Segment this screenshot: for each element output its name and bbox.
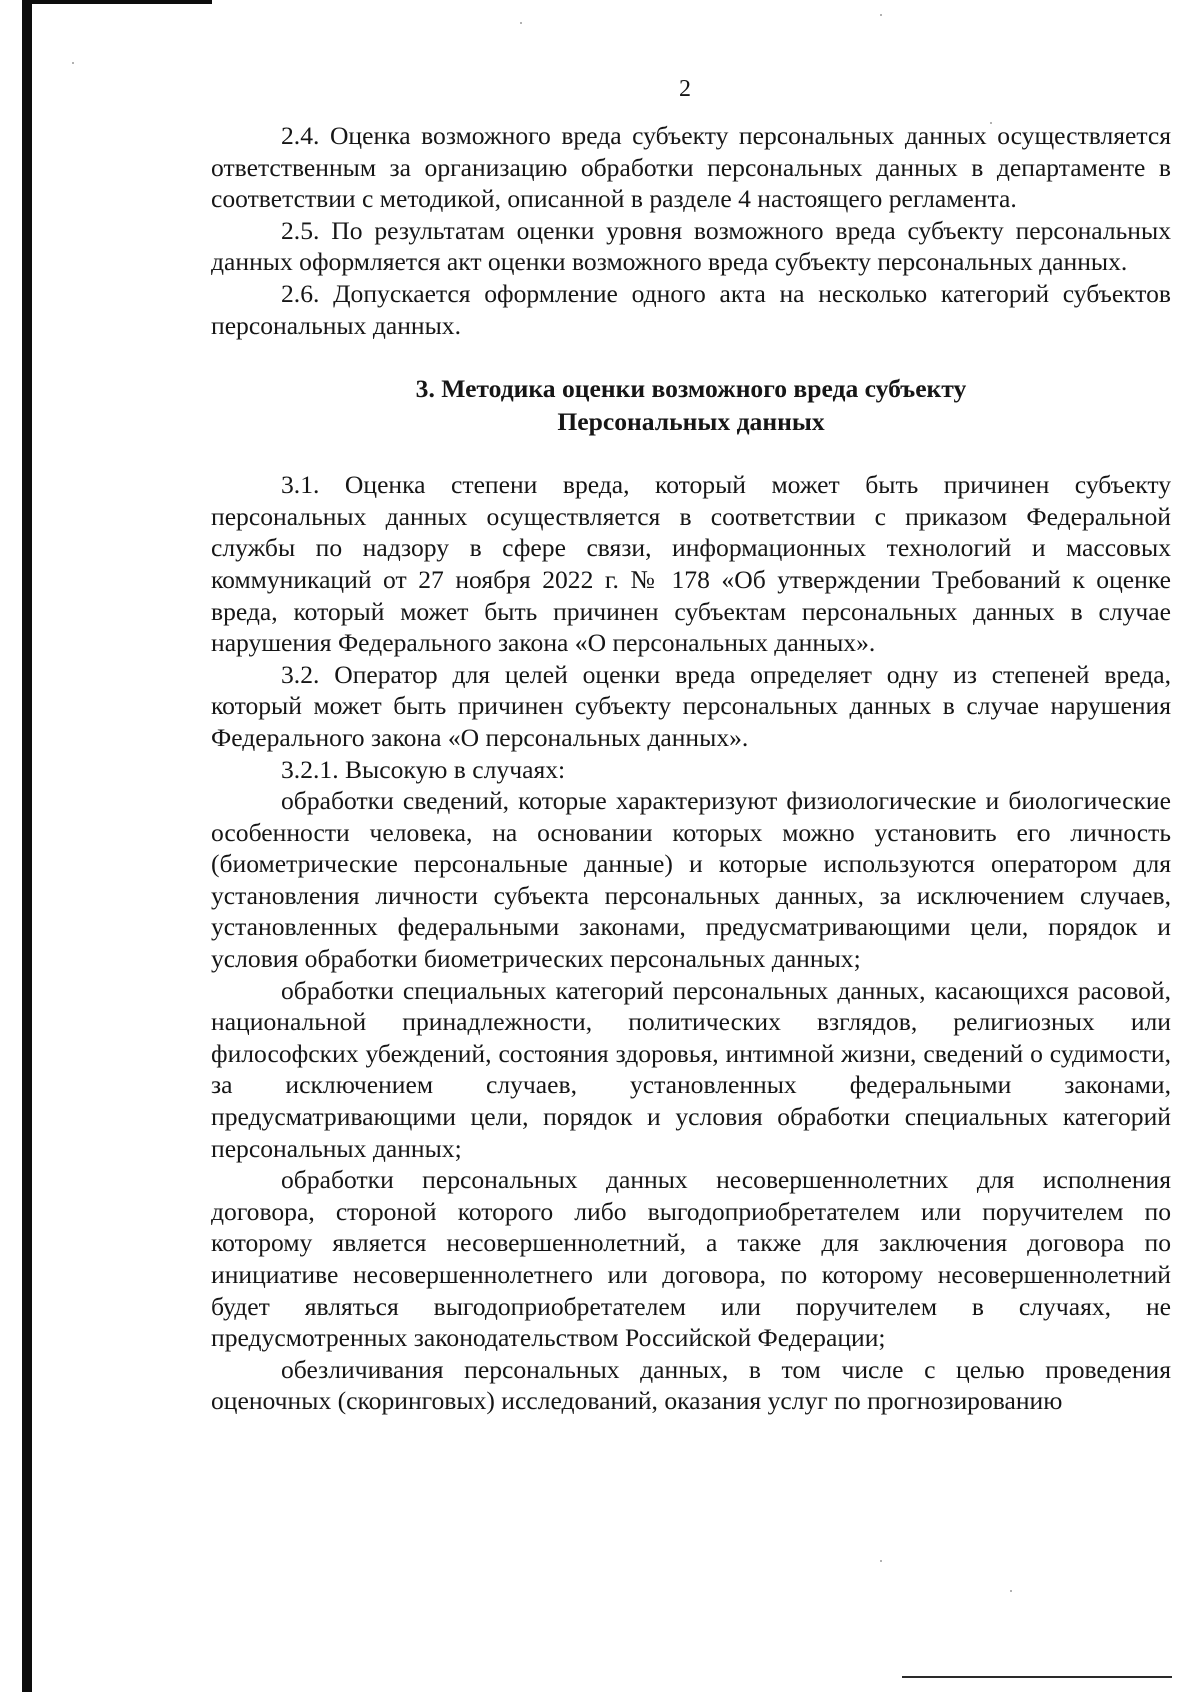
list-item-biometric: обработки сведений, которые характеризуют физиологические и биологические особенности человека, на основании которых можно установить его личность (биометрические персональные данные) и которые используются оператором для установления личности субъекта персональных данных, за исключением случаев, установленных федеральными законами, предусматривающими цели, порядок и условия обработки биометрических персональных данных; (211, 786, 1171, 974)
scan-edge-top (22, 0, 212, 4)
scan-edge-left (22, 0, 32, 1692)
paragraph-3-1: 3.1. Оценка степени вреда, который может быть причинен субъекту персональных данных осуществляется в соответствии с приказом Федеральной службы по надзору в сфере связи, информационных технологий и массовых коммуникаций от 27 ноября 2022 г. № 178 «Об утверждении Требований к оценке вреда, который может быть причинен субъектам персональных данных в случае нарушения Федерального закона «О персональных данных». (211, 470, 1171, 658)
scan-speck (520, 22, 522, 24)
scan-line-bottom (902, 1676, 1172, 1678)
scan-speck (1010, 1590, 1012, 1592)
list-item-depersonalization: обезличивания персональных данных, в том числе с целью проведения оценочных (скоринговых) исследований, оказания услуг по прогнозированию (211, 1354, 1171, 1416)
document-body (211, 120, 1171, 1417)
paragraph-3-2: 3.2. Оператор для целей оценки вреда определяет одну из степеней вреда, который может быть причинен субъекту персональных данных в случае нарушения Федерального закона «О персональных данных». (211, 659, 1171, 752)
list-item-special-categories: обработки специальных категорий персональных данных, касающихся расовой, национальной принадлежности, политических взглядов, религиозных или философских убеждений, состояния здоровья, интимной жизни, сведений о судимости, за исключением случаев, установленных федеральными законами, предусматривающими цели, порядок и условия обработки специальных категорий персональных данных; (211, 975, 1171, 1163)
scan-speck (72, 62, 74, 64)
section-title (211, 372, 1171, 438)
page-number: 2 (679, 76, 691, 102)
paragraph-3-2-1: 3.2.1. Высокую в случаях: (281, 754, 566, 784)
section-title-line1: 3. Методика оценки возможного вреда субъекту (415, 374, 967, 404)
list-item-minors: обработки персональных данных несовершеннолетних для исполнения договора, стороной которого либо выгодоприобретателем или поручителем по которому является несовершеннолетний, а также для заключения договора по инициативе несовершеннолетнего или договора, по которому несовершеннолетний будет являться выгодоприобретателем или поручителем в случаях, не предусмотренных законодательством Российской Федерации; (211, 1165, 1171, 1353)
scan-speck (880, 1560, 882, 1562)
paragraph-2-5: 2.5. По результатам оценки уровня возможного вреда субъекту персональных данных оформляется акт оценки возможного вреда субъекту персональных данных. (211, 215, 1171, 277)
paragraph-2-6: 2.6. Допускается оформление одного акта на несколько категорий субъектов персональных данных. (211, 278, 1171, 340)
paragraph-2-4: 2.4. Оценка возможного вреда субъекту персональных данных осуществляется ответственным за организацию обработки персональных данных в департаменте в соответствии с методикой, описанной в разделе 4 настоящего регламента. (211, 121, 1171, 214)
section-title-line2: Персональных данных (557, 407, 825, 437)
scan-speck (880, 14, 882, 16)
